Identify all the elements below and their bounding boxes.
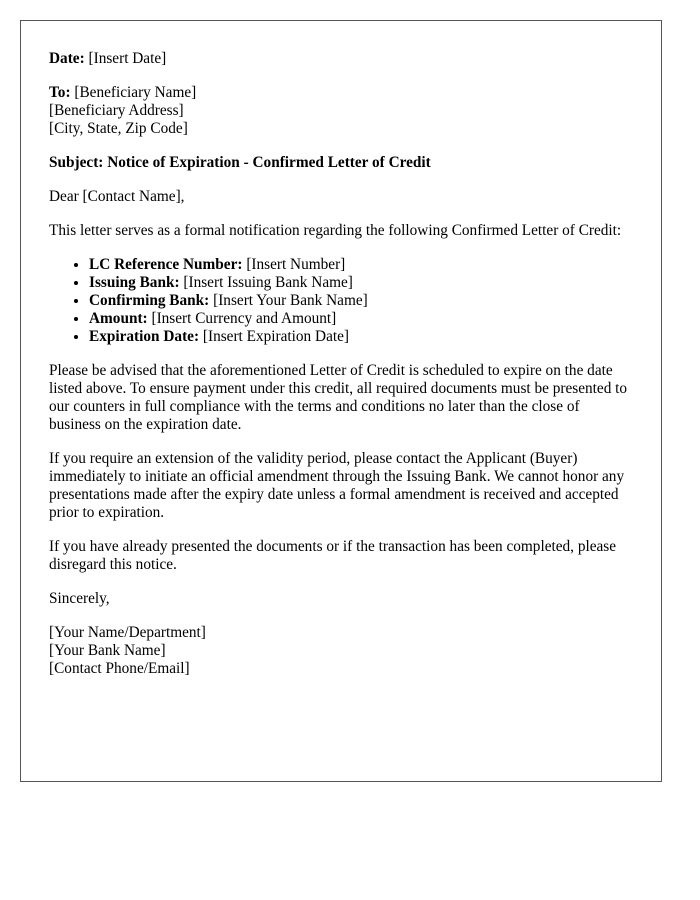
- recipient-city: [City, State, Zip Code]: [49, 120, 188, 137]
- signature-contact: [Contact Phone/Email]: [49, 660, 190, 677]
- recipient-label: To:: [49, 84, 71, 101]
- signature-block: [49, 624, 633, 678]
- detail-issuing-bank: [89, 274, 633, 292]
- detail-label: Issuing Bank:: [89, 274, 180, 291]
- detail-value: [Insert Expiration Date]: [202, 328, 349, 345]
- detail-value: [Insert Currency and Amount]: [151, 310, 337, 327]
- recipient-address: [Beneficiary Address]: [49, 102, 184, 119]
- recipient-block: [49, 84, 633, 138]
- intro-paragraph: This letter serves as a formal notification regarding the following Confirmed Letter of Credit:: [49, 222, 622, 239]
- detail-expiration-date: [89, 328, 633, 346]
- expiry-notice-paragraph: Please be advised that the aforementioned Letter of Credit is scheduled to expire on the date listed above. To ensure payment under this credit, all required documents must be presented to our counters in full compliance with the terms and conditions no later than the close of business on the expiration date.: [49, 362, 628, 433]
- extension-paragraph: If you require an extension of the validity period, please contact the Applicant (Buyer) immediately to initiate an official amendment through the Issuing Bank. We cannot honor any presentations made after the expiry date unless a formal amendment is received and accepted prior to expiration.: [49, 450, 625, 521]
- closing: Sincerely,: [49, 590, 110, 607]
- detail-lc-reference: [89, 256, 633, 274]
- detail-value: [Insert Your Bank Name]: [213, 292, 368, 309]
- signature-name: [Your Name/Department]: [49, 624, 206, 641]
- subject-line: Subject: Notice of Expiration - Confirmed Letter of Credit: [49, 154, 431, 171]
- disregard-paragraph: If you have already presented the documents or if the transaction has been completed, please disregard this notice.: [49, 538, 617, 573]
- date-label: Date:: [49, 50, 85, 67]
- salutation: Dear [Contact Name],: [49, 188, 185, 205]
- recipient-name-line: [49, 84, 633, 102]
- letter-page: [20, 20, 662, 782]
- lc-details-list: [49, 256, 633, 346]
- detail-amount: [89, 310, 633, 328]
- date-line: [49, 50, 633, 68]
- detail-confirming-bank: [89, 292, 633, 310]
- date-value: [Insert Date]: [88, 50, 167, 67]
- detail-value: [Insert Number]: [246, 256, 346, 273]
- detail-value: [Insert Issuing Bank Name]: [183, 274, 353, 291]
- recipient-name: [Beneficiary Name]: [74, 84, 197, 101]
- detail-label: Confirming Bank:: [89, 292, 210, 309]
- detail-label: LC Reference Number:: [89, 256, 243, 273]
- detail-label: Expiration Date:: [89, 328, 200, 345]
- detail-label: Amount:: [89, 310, 148, 327]
- signature-bank: [Your Bank Name]: [49, 642, 166, 659]
